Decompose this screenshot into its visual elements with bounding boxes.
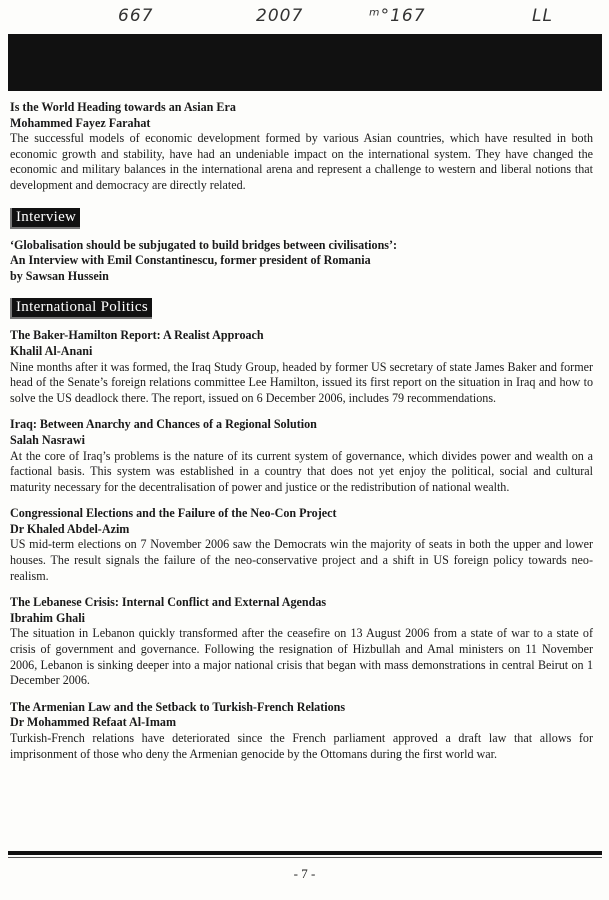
article-baker-hamilton xyxy=(10,328,593,406)
article-summary: The successful models of economic development formed by various Asian countries, which have resulted in both economic growth and stability, have had an undeniable impact on the international system. They have changed the economic and military balances in the international arena and represent a challenge to western and liberal notions that development and democracy are directly related. xyxy=(10,131,593,192)
article-summary: Nine months after it was formed, the Iraq Study Group, headed by former US secretary of state James Baker and former head of the Senate’s foreign relations committee Lee Hamilton, issued its first report on the situation in Iraq and how to solve the US deadlock there. The report, issued on 6 December 2006, includes 79 recommendations. xyxy=(10,359,593,405)
interview-entry xyxy=(10,238,593,285)
article-summary: US mid-term elections on 7 November 2006 saw the Democrats win the majority of seats in both the upper and lower houses. The result signals the failure of the neo-conservative project and a shift in US foreign policy towards neo-realism. xyxy=(10,537,593,583)
handwritten-note-1: 667 xyxy=(118,6,154,26)
article-author: Ibrahim Ghali xyxy=(10,610,85,625)
handwritten-note-4: LL xyxy=(532,6,553,26)
interview-author: by Sawsan Hussein xyxy=(10,268,109,283)
footer-rule-thick xyxy=(8,851,602,855)
article-title: Iraq: Between Anarchy and Chances of a Regional Solution xyxy=(10,417,317,432)
article-iraq-anarchy xyxy=(10,417,593,495)
article-author: Mohammed Fayez Farahat xyxy=(10,115,151,130)
handwritten-note-2: 2007 xyxy=(256,6,304,26)
article-summary: The situation in Lebanon quickly transformed after the ceasefire on 13 August 2006 from a state of war to a state of crisis of government and governance. Following the resignation of Hizbullah and Amal ministers on 11 November 2006, Lebanon is sinking deeper into a major national crisis that began with mass demonstrations in central Beirut on 1 December 2006. xyxy=(10,626,593,688)
interview-title: ‘Globalisation should be subjugated to build bridges between civilisations’: xyxy=(10,237,398,252)
footer-rule-thin xyxy=(8,857,602,858)
article-author: Dr Mohammed Refaat Al-Imam xyxy=(10,715,177,730)
article-author: Khalil Al-Anani xyxy=(10,343,93,358)
article-title: The Lebanese Crisis: Internal Conflict and External Agendas xyxy=(10,595,327,610)
article-summary: Turkish-French relations have deteriorated since the French parliament approved a draft law that allows for imprisonment of those who deny the Armenian genocide by the Ottomans during the first world war. xyxy=(10,731,593,761)
article-title: The Armenian Law and the Setback to Turkish-French Relations xyxy=(10,699,346,714)
page-number: - 7 - xyxy=(293,866,316,881)
article-congressional-elections xyxy=(10,506,593,584)
article-lebanese-crisis xyxy=(10,595,593,689)
article-armenian-law xyxy=(10,700,593,762)
handwritten-note-3: ᵐ°167 xyxy=(369,6,426,26)
article-asian-era xyxy=(10,100,593,194)
page-content xyxy=(10,100,593,773)
article-title: Is the World Heading towards an Asian Era xyxy=(10,100,236,114)
article-author: Dr Khaled Abdel-Azim xyxy=(10,521,130,536)
article-title: Congressional Elections and the Failure of the Neo-Con Project xyxy=(10,506,337,521)
header-bar xyxy=(8,34,602,91)
section-heading-interview: Interview xyxy=(10,208,80,229)
article-title: The Baker-Hamilton Report: A Realist Approach xyxy=(10,328,264,343)
interview-subtitle: An Interview with Emil Constantinescu, former president of Romania xyxy=(10,253,371,268)
article-summary: At the core of Iraq’s problems is the nature of its current system of governance, which divides power and wealth on a factional basis. This system was established in a country that does not yet enjoy the political, social and cultural maturity necessary for the decentralisation of power and justice or the redistribution of national wealth. xyxy=(10,448,593,494)
article-author: Salah Nasrawi xyxy=(10,432,85,447)
section-heading-international-politics: International Politics xyxy=(10,298,152,319)
